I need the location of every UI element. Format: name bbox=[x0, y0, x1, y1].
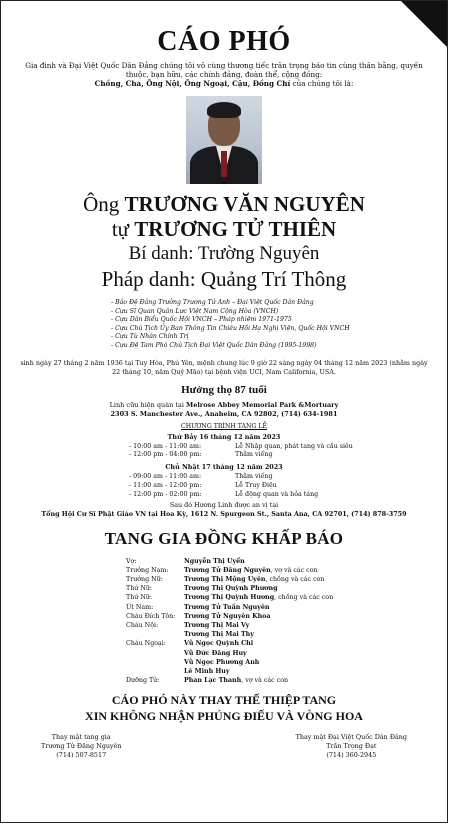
schedule-event: Thăm viếng bbox=[235, 451, 273, 459]
intro-relations: Chồng, Cha, Ông Nội, Ông Ngoại, Cậu, Đồng Chí bbox=[94, 79, 291, 88]
family-row bbox=[126, 658, 447, 667]
portrait-photo bbox=[186, 96, 262, 184]
day2-schedule bbox=[129, 473, 447, 499]
family-name: Trương Tử Đăng Nguyên bbox=[184, 566, 271, 574]
family-name: Trương Tử Nguyên Khoa bbox=[184, 612, 271, 620]
signature-phone: (714) 507-8517 bbox=[56, 751, 107, 760]
schedule-time: - 09:00 am - 11:00 am: bbox=[129, 473, 202, 481]
roles-list bbox=[111, 299, 447, 351]
venue-prefix: Linh cữu hiện quàn tại bbox=[109, 400, 184, 409]
family-relation: Thứ Nữ: bbox=[126, 594, 152, 602]
intro-tail: của chúng tôi là: bbox=[292, 79, 354, 88]
schedule-event: Lễ Truy Điệu bbox=[235, 481, 277, 489]
family-relation bbox=[126, 658, 184, 667]
day1-schedule bbox=[129, 443, 447, 461]
page-title: CÁO PHÓ bbox=[157, 26, 291, 57]
intro-paragraph bbox=[23, 61, 425, 88]
replacement-line-2: XIN KHÔNG NHẬN PHÚNG ĐIẾU VÀ VÒNG HOA bbox=[85, 709, 363, 724]
schedule-row bbox=[129, 482, 447, 491]
family-relation bbox=[126, 667, 184, 676]
family-relation: Cháu Đích Tôn: bbox=[126, 612, 176, 620]
family-name: Trương Thị Mộng Uyên bbox=[184, 575, 266, 583]
schedule-time: - 12:00 pm - 04:00 pm: bbox=[129, 451, 202, 459]
venue-place: Melrose Abbey Memorial Park &Mortuary bbox=[186, 400, 339, 409]
replacement-notice bbox=[1, 692, 447, 724]
venue-block bbox=[1, 401, 447, 419]
family-row bbox=[126, 612, 447, 621]
role-item: - Cựu Đệ Tam Phó Chủ Tịch Đại Việt Quốc Dân Đảng (1995-1998) bbox=[111, 342, 447, 351]
alias-line bbox=[1, 242, 447, 266]
family-row bbox=[126, 593, 447, 602]
family-name: Vũ Ngọc Quỳnh Chi bbox=[184, 640, 254, 648]
signature-name: Trần Trọng Đạt bbox=[326, 742, 377, 751]
family-relation: Út Nam: bbox=[126, 603, 154, 611]
family-name: Trương Thị Quỳnh Hương bbox=[184, 594, 275, 602]
day1-heading: Thứ Bảy 16 tháng 12 năm 2023 bbox=[167, 432, 281, 441]
family-row bbox=[126, 557, 447, 566]
age-line: Hưởng thọ 87 tuổi bbox=[181, 383, 267, 396]
family-row bbox=[126, 621, 447, 630]
family-relation: Vợ: bbox=[126, 557, 137, 565]
family-row bbox=[126, 667, 447, 676]
venue-address: 2303 S. Manchester Ave., Anaheim, CA 92802, (714) 634-1981 bbox=[110, 409, 338, 418]
family-row bbox=[126, 649, 447, 658]
role-item: - Cựu Sĩ Quan Quân Lực Việt Nam Cộng Hòa (VNCH) bbox=[111, 308, 447, 317]
role-item: - Cựu Tù Nhân Chính Trị bbox=[111, 333, 447, 342]
signatures bbox=[41, 733, 407, 760]
family-relation bbox=[126, 649, 184, 658]
family-name: Trương Thị Mai Vy bbox=[184, 621, 250, 629]
replacement-line-1: CÁO PHÓ NÀY THAY THẾ THIỆP TANG bbox=[111, 693, 337, 708]
family-name: Lê Minh Huy bbox=[184, 667, 230, 675]
schedule-row bbox=[129, 451, 447, 460]
family-name: Trương Thị Quỳnh Phương bbox=[184, 585, 278, 593]
schedule-time: - 10:00 am - 11:00 am: bbox=[129, 442, 202, 450]
resting-place bbox=[1, 501, 447, 519]
role-item: - Cựu Chủ Tịch Ủy Ban Thông Tin Chiêu Hồi Hạ Nghị Viện, Quốc Hội VNCH bbox=[111, 325, 447, 334]
day2-heading: Chủ Nhật 17 tháng 12 năm 2023 bbox=[165, 463, 283, 472]
family-row bbox=[126, 639, 447, 648]
role-item: - Cựu Dân Biểu Quốc Hội VNCH – Pháp nhiệm 1971-1975 bbox=[111, 316, 447, 325]
courtesy-prefix: tự bbox=[111, 217, 130, 241]
signature-family bbox=[41, 733, 121, 760]
family-relation: Cháu Ngoại: bbox=[126, 640, 166, 648]
family-row bbox=[126, 566, 447, 575]
signature-phone: (714) 360-2945 bbox=[326, 751, 377, 760]
name-prefix: Ông bbox=[83, 192, 120, 216]
family-note: , chồng và các con bbox=[265, 575, 325, 583]
dharma-label: Pháp danh: bbox=[101, 267, 196, 291]
signature-role: Thay mặt tang gia bbox=[51, 733, 111, 742]
schedule-time: - 12:00 pm - 02:00 pm: bbox=[129, 490, 202, 498]
family-relation bbox=[126, 630, 184, 639]
program-title: CHƯƠNG TRÌNH TANG LỄ bbox=[181, 422, 267, 430]
role-item: - Bảo Đệ Đảng Trưởng Trương Tử Anh – Đại Việt Quốc Dân Đảng bbox=[111, 299, 447, 308]
family-relation: Dưỡng Tử: bbox=[126, 677, 160, 685]
intro-text: Gia đình và Đại Việt Quốc Dân Đảng chúng tôi vô cùng thương tiếc trân trọng báo tin cùng thân bằng, quyến thuộc, bạn hữu, các chính đảng, đoàn thể, cộng đồng: bbox=[25, 61, 423, 79]
schedule-event: Thăm viếng bbox=[235, 473, 273, 481]
bio-text: sinh ngày 27 tháng 2 năm 1936 tại Tuy Hòa, Phú Yên, mệnh chung lúc 9 giờ 22 sáng ngày 04 tháng 12 năm 2023 (nhằm ngày 22 tháng 10, năm Quý Mão) tại bệnh viện UCI, Nam California, USA. bbox=[20, 358, 428, 376]
family-relation: Thứ Nữ: bbox=[126, 585, 152, 593]
dharma-value: Quảng Trí Thông bbox=[200, 267, 347, 291]
schedule-row bbox=[129, 473, 447, 482]
family-name: Vũ Đức Đăng Huy bbox=[184, 649, 247, 657]
mourning-corner-band bbox=[401, 1, 447, 47]
schedule-row bbox=[129, 491, 447, 500]
dharma-line bbox=[1, 266, 447, 292]
family-relation: Trưởng Nam: bbox=[126, 566, 169, 574]
family-row bbox=[126, 575, 447, 584]
deceased-name bbox=[1, 192, 447, 217]
family-note: , vợ và các con bbox=[270, 566, 318, 574]
name-main: TRƯƠNG VĂN NGUYÊN bbox=[124, 192, 365, 216]
resting-intro: Sau đó Hương Linh được an vị tại bbox=[169, 500, 279, 509]
family-relation: Cháu Nội: bbox=[126, 621, 159, 629]
family-name: Phan Lạc Thanh bbox=[184, 677, 242, 685]
alias-label: Bí danh: bbox=[128, 243, 194, 264]
family-row bbox=[126, 603, 447, 612]
signature-role: Thay mặt Đại Việt Quốc Dân Đảng bbox=[295, 733, 407, 742]
signature-name: Trương Tử Đăng Nguyên bbox=[41, 742, 122, 751]
family-note: , chồng và các con bbox=[274, 594, 334, 602]
schedule-event: Lễ động quan và hỏa táng bbox=[235, 490, 319, 498]
family-row bbox=[126, 584, 447, 593]
deceased-courtesy-name bbox=[1, 217, 447, 242]
courtesy-name: TRƯƠNG TỬ THIÊN bbox=[134, 217, 337, 241]
family-name: Trương Tử Tuấn Nguyên bbox=[184, 603, 270, 611]
family-name: Nguyễn Thị Uyển bbox=[184, 557, 245, 565]
family-list bbox=[126, 557, 447, 686]
signature-party bbox=[296, 733, 407, 760]
family-name: Trương Thị Mai Thy bbox=[184, 631, 254, 639]
resting-address: Tổng Hội Cư Sĩ Phật Giáo VN tại Hoa Kỳ, 1612 N. Spurgeon St., Santa Ana, CA 92701, (714) 878-3759 bbox=[41, 509, 407, 518]
family-row bbox=[126, 630, 447, 639]
schedule-time: - 11:00 am - 12:00 pm: bbox=[129, 481, 202, 489]
schedule-event: Lễ Nhập quan, phát tang và cầu siêu bbox=[235, 442, 353, 450]
family-relation: Trưởng Nữ: bbox=[126, 575, 163, 583]
family-note: , vợ và các con bbox=[241, 677, 289, 685]
family-name: Vũ Ngọc Phương Anh bbox=[184, 658, 260, 666]
alias-value: Trường Nguyên bbox=[197, 243, 320, 264]
schedule-row bbox=[129, 443, 447, 452]
family-announcement-title: TANG GIA ĐỒNG KHẤP BÁO bbox=[104, 528, 344, 548]
family-row bbox=[126, 676, 447, 685]
